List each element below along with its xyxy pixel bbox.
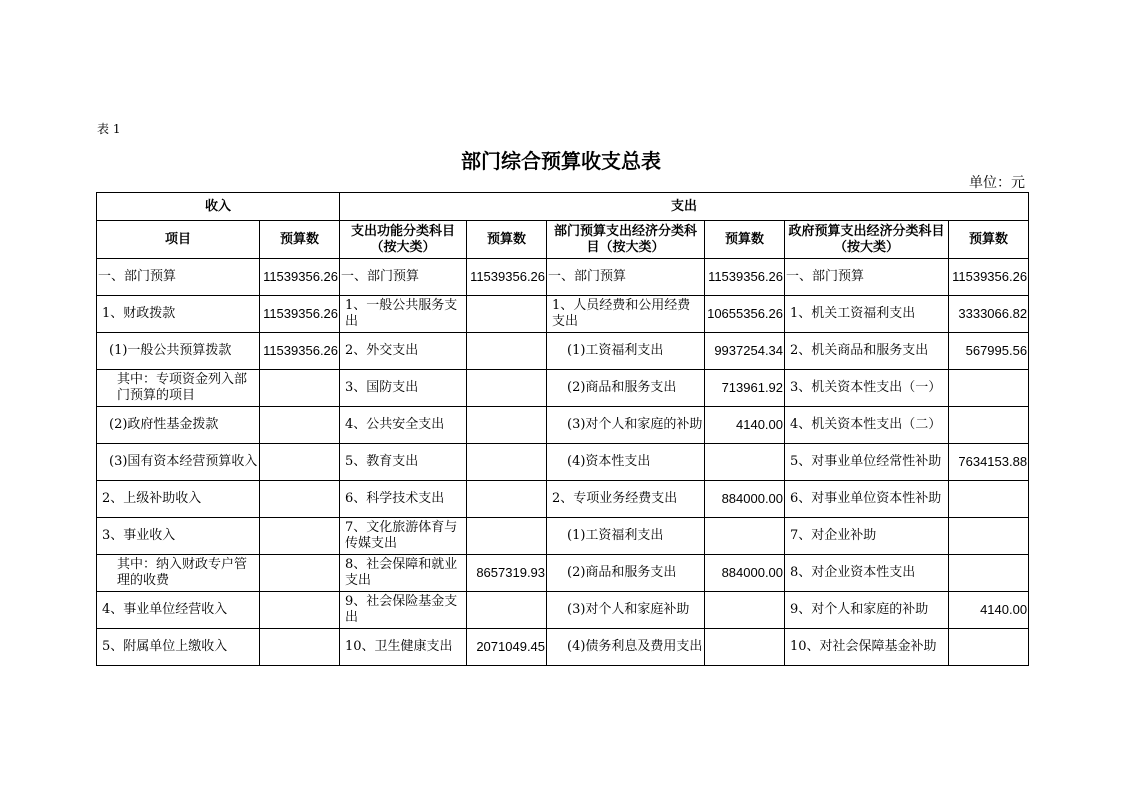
income-item: 1、财政拨款 xyxy=(97,296,260,333)
dept-item: 2、专项业务经费支出 xyxy=(547,481,705,518)
func-amount: 8657319.93 xyxy=(467,555,547,592)
col-func-amount-header: 预算数 xyxy=(467,221,547,259)
gov-amount xyxy=(949,407,1029,444)
dept-amount: 713961.92 xyxy=(705,370,785,407)
gov-item: 6、对事业单位资本性补助 xyxy=(785,481,949,518)
dept-item: (2)商品和服务支出 xyxy=(547,370,705,407)
func-item: 6、科学技术支出 xyxy=(340,481,467,518)
dept-item: (3)对个人和家庭的补助 xyxy=(547,407,705,444)
gov-item: 5、对事业单位经常性补助 xyxy=(785,444,949,481)
dept-item: (1)工资福利支出 xyxy=(547,333,705,370)
gov-item: 4、机关资本性支出（二） xyxy=(785,407,949,444)
func-item: 5、教育支出 xyxy=(340,444,467,481)
gov-amount: 7634153.88 xyxy=(949,444,1029,481)
income-item: 5、附属单位上缴收入 xyxy=(97,629,260,666)
func-amount xyxy=(467,481,547,518)
income-item: 4、事业单位经营收入 xyxy=(97,592,260,629)
unit-label: 单位：元 xyxy=(969,175,1025,191)
func-amount xyxy=(467,333,547,370)
expense-header: 支出 xyxy=(340,193,1029,221)
income-item: 2、上级补助收入 xyxy=(97,481,260,518)
dept-item: (4)资本性支出 xyxy=(547,444,705,481)
dept-item: (3)对个人和家庭补助 xyxy=(547,592,705,629)
gov-item: 8、对企业资本性支出 xyxy=(785,555,949,592)
func-item: 一、部门预算 xyxy=(340,259,467,296)
dept-amount xyxy=(705,592,785,629)
gov-amount xyxy=(949,370,1029,407)
income-amount: 11539356.26 xyxy=(260,259,340,296)
func-amount: 2071049.45 xyxy=(467,629,547,666)
dept-amount: 9937254.34 xyxy=(705,333,785,370)
dept-amount xyxy=(705,629,785,666)
income-item: (3)国有资本经营预算收入 xyxy=(97,444,260,481)
table-row xyxy=(97,296,1029,333)
income-amount xyxy=(260,370,340,407)
func-item: 7、文化旅游体育与传媒支出 xyxy=(340,518,467,555)
col-amount-header: 预算数 xyxy=(260,221,340,259)
dept-item: (1)工资福利支出 xyxy=(547,518,705,555)
gov-amount: 4140.00 xyxy=(949,592,1029,629)
income-amount xyxy=(260,444,340,481)
dept-amount xyxy=(705,518,785,555)
col-dept-econ-header: 部门预算支出经济分类科目（按大类） xyxy=(547,221,705,259)
budget-table xyxy=(96,192,1029,666)
func-item: 8、社会保障和就业支出 xyxy=(340,555,467,592)
func-item: 10、卫生健康支出 xyxy=(340,629,467,666)
table-row xyxy=(97,555,1029,592)
func-amount xyxy=(467,444,547,481)
table-row xyxy=(97,407,1029,444)
gov-amount: 11539356.26 xyxy=(949,259,1029,296)
table-row xyxy=(97,629,1029,666)
func-amount: 11539356.26 xyxy=(467,259,547,296)
gov-item: 7、对企业补助 xyxy=(785,518,949,555)
gov-item: 3、机关资本性支出（一） xyxy=(785,370,949,407)
income-item: 3、事业收入 xyxy=(97,518,260,555)
dept-amount: 10655356.26 xyxy=(705,296,785,333)
dept-item: 一、部门预算 xyxy=(547,259,705,296)
header-row-2 xyxy=(97,221,1029,259)
income-amount xyxy=(260,407,340,444)
income-header: 收入 xyxy=(97,193,340,221)
func-item: 2、外交支出 xyxy=(340,333,467,370)
table-row xyxy=(97,333,1029,370)
gov-item: 一、部门预算 xyxy=(785,259,949,296)
dept-item: 1、人员经费和公用经费支出 xyxy=(547,296,705,333)
func-amount xyxy=(467,518,547,555)
func-amount xyxy=(467,296,547,333)
func-amount xyxy=(467,407,547,444)
dept-item: (4)债务利息及费用支出 xyxy=(547,629,705,666)
dept-amount: 884000.00 xyxy=(705,481,785,518)
dept-amount: 884000.00 xyxy=(705,555,785,592)
dept-item: (2)商品和服务支出 xyxy=(547,555,705,592)
col-item-header: 项目 xyxy=(97,221,260,259)
income-item: 其中：纳入财政专户管理的收费 xyxy=(97,555,260,592)
income-amount xyxy=(260,592,340,629)
func-amount xyxy=(467,370,547,407)
gov-amount: 3333066.82 xyxy=(949,296,1029,333)
func-item: 1、一般公共服务支出 xyxy=(340,296,467,333)
gov-amount xyxy=(949,518,1029,555)
page-label: 表 1 xyxy=(97,122,121,136)
income-amount xyxy=(260,481,340,518)
func-item: 4、公共安全支出 xyxy=(340,407,467,444)
income-item: (1)一般公共预算拨款 xyxy=(97,333,260,370)
dept-amount: 11539356.26 xyxy=(705,259,785,296)
gov-item: 2、机关商品和服务支出 xyxy=(785,333,949,370)
table-row xyxy=(97,592,1029,629)
gov-item: 9、对个人和家庭的补助 xyxy=(785,592,949,629)
gov-amount: 567995.56 xyxy=(949,333,1029,370)
table-row xyxy=(97,444,1029,481)
gov-amount xyxy=(949,555,1029,592)
gov-item: 1、机关工资福利支出 xyxy=(785,296,949,333)
func-item: 9、社会保险基金支出 xyxy=(340,592,467,629)
income-item: (2)政府性基金拨款 xyxy=(97,407,260,444)
func-item: 3、国防支出 xyxy=(340,370,467,407)
income-amount: 11539356.26 xyxy=(260,296,340,333)
table-body xyxy=(97,193,1029,666)
income-amount xyxy=(260,518,340,555)
table-row xyxy=(97,259,1029,296)
table-row xyxy=(97,518,1029,555)
col-dept-amount-header: 预算数 xyxy=(705,221,785,259)
income-item: 一、部门预算 xyxy=(97,259,260,296)
col-func-header: 支出功能分类科目（按大类） xyxy=(340,221,467,259)
table-row xyxy=(97,370,1029,407)
income-amount xyxy=(260,629,340,666)
income-item: 其中：专项资金列入部门预算的项目 xyxy=(97,370,260,407)
gov-amount xyxy=(949,481,1029,518)
income-amount: 11539356.26 xyxy=(260,333,340,370)
dept-amount: 4140.00 xyxy=(705,407,785,444)
table-row xyxy=(97,481,1029,518)
gov-amount xyxy=(949,629,1029,666)
col-gov-econ-header: 政府预算支出经济分类科目（按大类） xyxy=(785,221,949,259)
income-amount xyxy=(260,555,340,592)
page-title: 部门综合预算收支总表 xyxy=(461,149,661,173)
gov-item: 10、对社会保障基金补助 xyxy=(785,629,949,666)
func-amount xyxy=(467,592,547,629)
col-gov-amount-header: 预算数 xyxy=(949,221,1029,259)
dept-amount xyxy=(705,444,785,481)
header-row-1 xyxy=(97,193,1029,221)
